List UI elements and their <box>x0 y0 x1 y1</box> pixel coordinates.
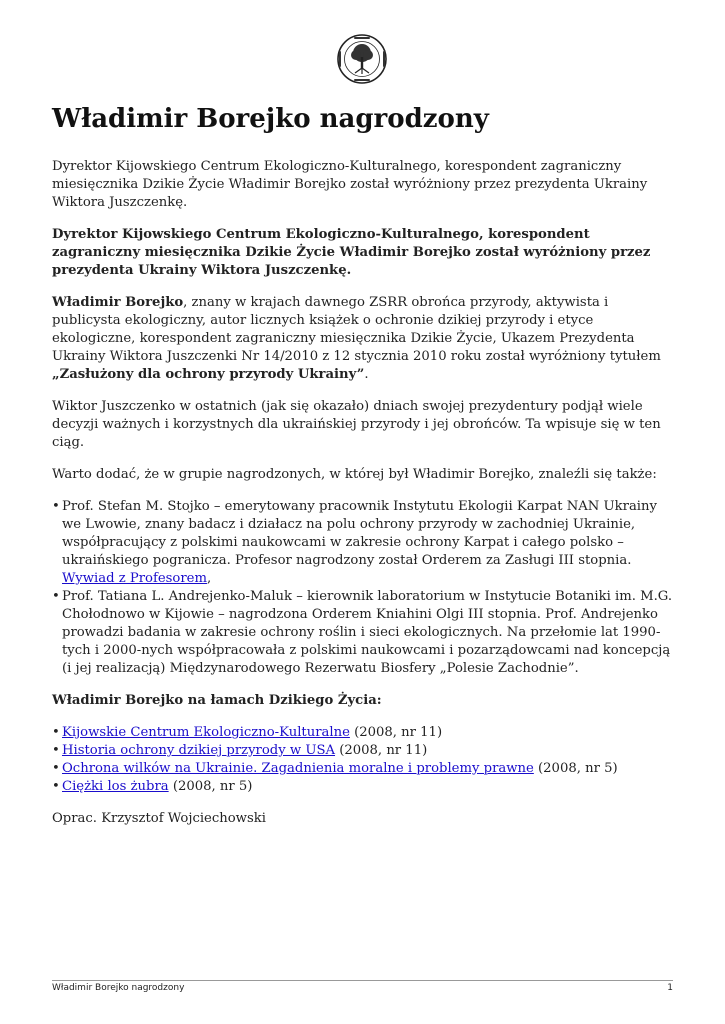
article-link[interactable]: Ciężki los żubra <box>62 779 169 794</box>
pracownia-logo-icon <box>334 33 390 85</box>
person-name: Władimir Borejko <box>52 295 184 310</box>
awardees-list <box>52 498 678 678</box>
awardee-text-end: , <box>206 571 212 586</box>
lead-paragraph: Dyrektor Kijowskiego Centrum Ekologiczno-Kulturalnego, korespondent zagraniczny miesięcznika Dzikie Życie Władimir Borejko został wyróżniony przez prezydenta Ukrainy Wiktora Juszczenkę. <box>52 227 651 278</box>
section-heading: Władimir Borejko na łamach Dzikiego Życia: <box>52 693 382 708</box>
list-item <box>52 588 678 678</box>
awardee-text: Prof. Tatiana L. Andrejenko-Maluk – kierownik laboratorium w Instytucie Botaniki im. M.G. Chołodnowo w Kijowie – nagrodzona Orderem Kniahini Olgi III stopnia. Prof. Andrejenko prowadzi badania w zakresie ochrony roślin i sieci ekologicznych. Na przełomie lat 1990-tych i 2000-nych współpracowała z polskimi naukowcami i pozarządowcami nad koncepcją (i jej realizacją) Międzynarodowego Rezerwatu Biosfery „Polesie Zachodnie”. <box>62 589 673 676</box>
awardee-text: Prof. Stefan M. Stojko – emerytowany pracownik Instytutu Ekologii Karpat NAN Ukrainy we Lwowie, znany badacz i działacz na polu ochrony przyrody w zachodniej Ukrainie, współpracujący z polskimi naukowcami w zakresie ochrony Karpat i całego polsko – ukraińskiego pogranicza. Profesor nagrodzony został Orderem za Zasługi III stopnia. <box>62 499 657 568</box>
article-meta: (2008, nr 5) <box>168 779 253 794</box>
award-paragraph <box>52 294 678 384</box>
page-title: Władimir Borejko nagrodzony <box>52 104 489 134</box>
list-item <box>52 724 678 742</box>
article-meta: (2008, nr 11) <box>335 743 428 758</box>
awardees-intro: Warto dodać, że w grupie nagrodzonych, w której był Władimir Borejko, znaleźli się także: <box>52 467 657 482</box>
context-paragraph: Wiktor Juszczenko w ostatnich (jak się okazało) dniach swojej prezydentury podjął wiele decyzji ważnych i korzystnych dla ukraińskiej przyrody i jej obrońców. Ta wpisuje się w ten ciąg. <box>52 399 661 450</box>
footer-divider <box>52 980 673 981</box>
list-item <box>52 760 678 778</box>
list-item <box>52 498 678 588</box>
footer-title: Władimir Borejko nagrodzony <box>52 983 185 993</box>
list-item <box>52 742 678 760</box>
award-title: „Zasłużony dla ochrony przyrody Ukrainy” <box>52 367 365 382</box>
list-item <box>52 778 678 796</box>
page-number: 1 <box>667 983 673 993</box>
article-link[interactable]: Historia ochrony dzikiej przyrody w USA <box>62 743 336 758</box>
article-meta: (2008, nr 5) <box>533 761 618 776</box>
article-body <box>52 158 678 842</box>
signature: Oprac. Krzysztof Wojciechowski <box>52 811 266 826</box>
intro-paragraph: Dyrektor Kijowskiego Centrum Ekologiczno-Kulturalnego, korespondent zagraniczny miesięcznika Dzikie Życie Władimir Borejko został wyróżniony przez prezydenta Ukrainy Wiktora Juszczenkę. <box>52 159 648 210</box>
article-link[interactable]: Kijowskie Centrum Ekologiczno-Kulturalne <box>62 725 350 740</box>
articles-list <box>52 724 678 796</box>
article-meta: (2008, nr 11) <box>349 725 443 740</box>
article-link[interactable]: Ochrona wilków na Ukrainie. Zagadnienia moralne i problemy prawne <box>62 761 534 776</box>
award-text: , znany w krajach dawnego ZSRR obrońca przyrody, aktywista i publicysta ekologiczny, autor licznych książek o ochronie dzikiej przyrody i etyce ekologiczne, korespondent zagraniczny miesięcznika Dzikie Życie, Ukazem Prezydenta Ukrainy Wiktora Juszczenki Nr 14/2010 z 12 stycznia 2010 roku został wyróżniony tytułem <box>52 295 661 364</box>
award-text-end: . <box>364 367 369 382</box>
interview-link[interactable]: Wywiad z Profesorem <box>62 571 207 586</box>
